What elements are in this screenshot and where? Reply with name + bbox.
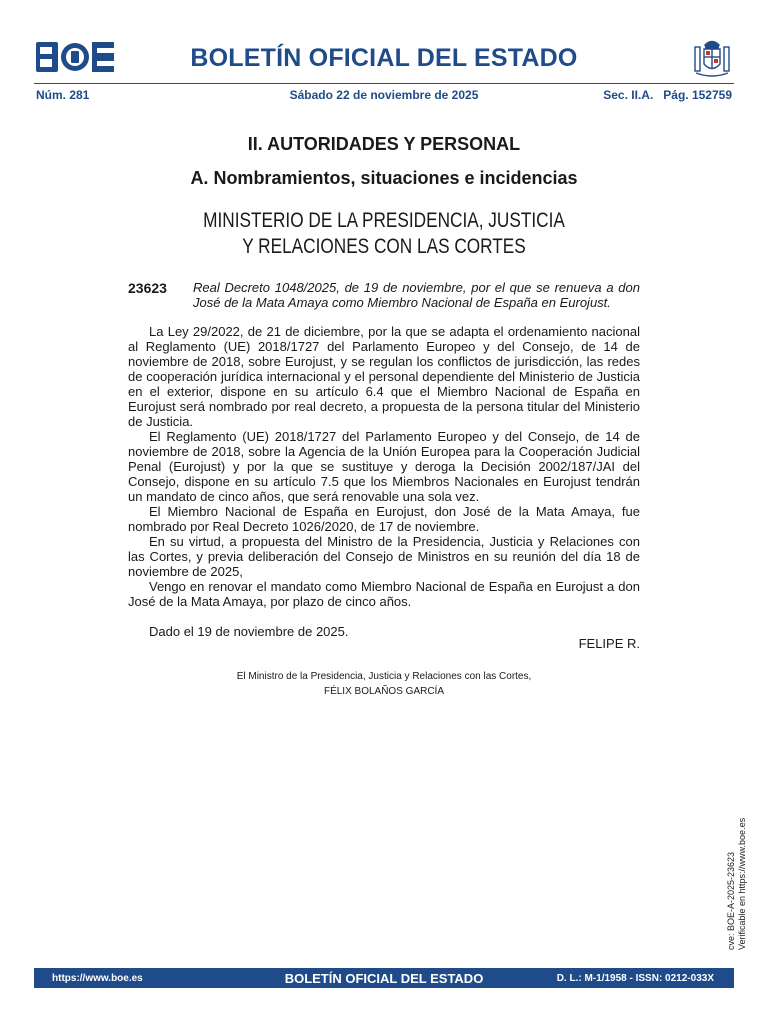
body-paragraph: El Reglamento (UE) 2018/1727 del Parlamento Europeo y del Consejo, de 14 de noviembre de 2018, sobre la Agencia de la Unión Europea para la Cooperación Judicial Penal (Eurojust) y por la que se sustituye y deroga la Decisión 2002/187/JAI del Consejo, dispone en su artículo 7.5 que los Miembros Nacionales en Eurojust tendrán un mandato de cinco años, que será renovable una sola vez. xyxy=(128,429,640,504)
issue-number: Núm. 281 xyxy=(36,88,90,102)
document-body xyxy=(128,324,640,639)
footer-title: BOLETÍN OFICIAL DEL ESTADO xyxy=(284,971,484,986)
issue-date: Sábado 22 de noviembre de 2025 xyxy=(289,88,479,102)
header-rule xyxy=(34,83,734,84)
document-summary: Real Decreto 1048/2025, de 19 de noviembre, por el que se renueva a don José de la Mata Amaya como Miembro Nacional de España en Eurojust. xyxy=(193,280,640,310)
verify-link[interactable]: Verificable en https://www.boe.es xyxy=(737,817,747,950)
ministry-line: Y RELACIONES CON LAS CORTES xyxy=(242,235,526,258)
body-paragraph: Vengo en renovar el mandato como Miembro Nacional de España en Eurojust a don José de la Mata Amaya, por plazo de cinco años. xyxy=(128,579,640,609)
document-number: 23623 xyxy=(128,280,167,296)
section-title: II. AUTORIDADES Y PERSONAL xyxy=(247,134,521,154)
cve-code: cve: BOE-A-2025-23623 xyxy=(726,851,736,950)
signer: FELIPE R. xyxy=(578,636,640,651)
publication-title: BOLETÍN OFICIAL DEL ESTADO xyxy=(190,44,578,72)
ministry-heading xyxy=(69,208,699,260)
footer-legal: D. L.: M-1/1958 - ISSN: 0212-033X xyxy=(556,973,714,984)
minister-signature xyxy=(0,669,768,699)
verification-note xyxy=(726,818,748,950)
minister-name: FÉLIX BOLAÑOS GARCÍA xyxy=(323,686,445,697)
body-paragraph: La Ley 29/2022, de 21 de diciembre, por la que se adapta el ordenamiento nacional al Reglamento (UE) 2018/1727 del Parlamento Europeo y del Consejo, de 14 de noviembre de 2018, sobre Eurojust, y se regulan los conflictos de jurisdicción, las redes de cooperación jurídica internacional y el personal dependiente del Ministerio de Justicia en el exterior, dispone en su artículo 6.4 que el Miembro Nacional de España en Eurojust será nombrado por real decreto, a propuesta de la persona titular del Ministerio de Justicia. xyxy=(128,324,640,429)
footer-bar xyxy=(34,968,734,988)
dated-line: Dado el 19 de noviembre de 2025. xyxy=(149,624,349,639)
minister-title: El Ministro de la Presidencia, Justicia y Relaciones con las Cortes, xyxy=(236,671,532,682)
body-paragraph: En su virtud, a propuesta del Ministro de la Presidencia, Justicia y Relaciones con las Cortes, y previa deliberación del Consejo de Ministros en su reunión del día 18 de noviembre de 2025, xyxy=(128,534,640,579)
footer-url-link[interactable]: https://www.boe.es xyxy=(52,973,143,984)
subsection-title: A. Nombramientos, situaciones e incidencias xyxy=(190,168,578,188)
body-paragraph: El Miembro Nacional de España en Eurojust, don José de la Mata Amaya, fue nombrado por Real Decreto 1026/2020, de 17 de noviembre. xyxy=(128,504,640,534)
section-page: Sec. II.A. Pág. 152759 xyxy=(603,88,732,102)
ministry-line: MINISTERIO DE LA PRESIDENCIA, JUSTICIA xyxy=(203,209,565,232)
